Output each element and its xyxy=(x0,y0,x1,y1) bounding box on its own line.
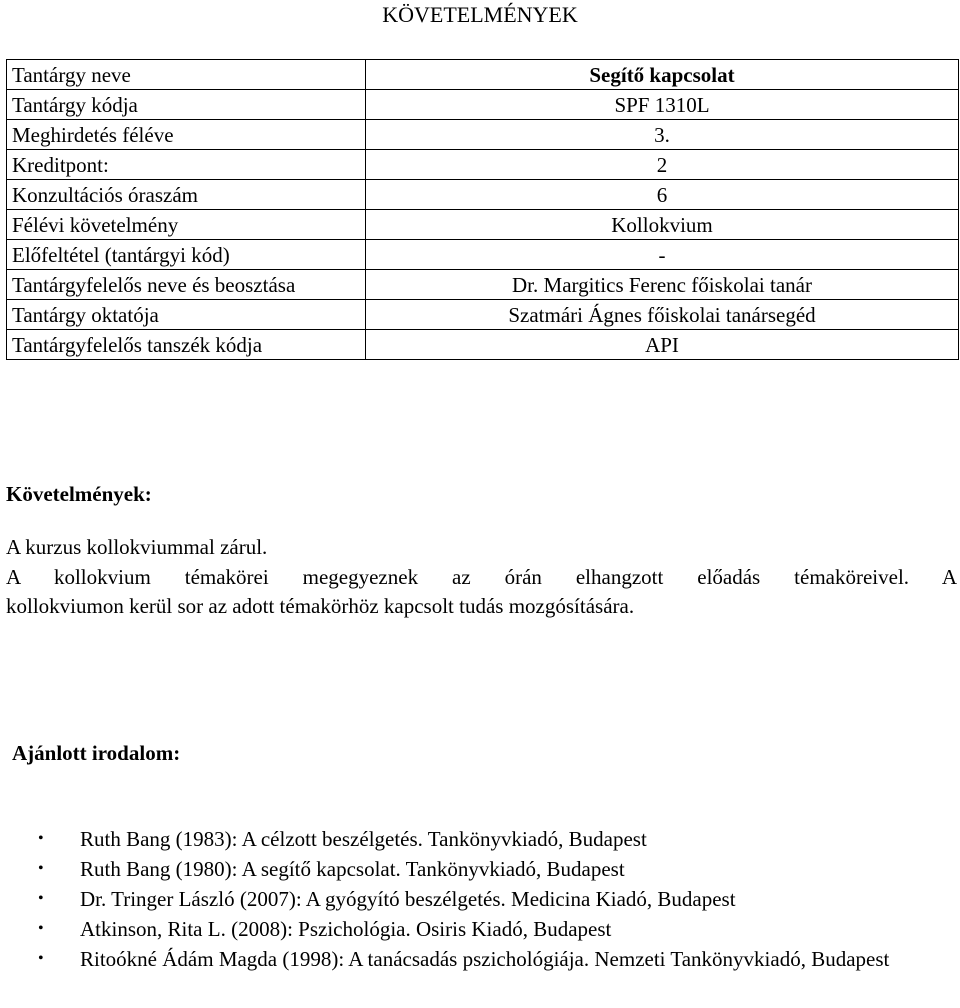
requirements-heading: Követelmények: xyxy=(6,482,152,506)
requirements-line-1: A kurzus kollokviummal zárul. xyxy=(6,535,268,559)
literature-text: Ritoókné Ádám Magda (1998): A tanácsadás pszichológiája. Nemzeti Tankönyvkiadó, Budapest xyxy=(80,947,890,971)
info-key: Tantárgy oktatója xyxy=(7,300,366,330)
info-value: Dr. Margitics Ferenc főiskolai tanár xyxy=(366,270,959,300)
literature-item xyxy=(0,884,955,914)
literature-item xyxy=(0,944,955,974)
info-key: Tantárgyfelelős neve és beosztása xyxy=(7,270,366,300)
literature-item xyxy=(0,914,955,944)
info-key: Tantárgy kódja xyxy=(7,90,366,120)
info-row xyxy=(7,240,959,270)
info-row xyxy=(7,60,959,90)
info-row xyxy=(7,330,959,360)
bullet-icon: • xyxy=(38,890,44,907)
requirements-text xyxy=(6,533,957,622)
info-key: Tantárgyfelelős tanszék kódja xyxy=(7,330,366,360)
literature-text: Atkinson, Rita L. (2008): Pszichológia. Osiris Kiadó, Budapest xyxy=(80,917,612,941)
literature-list xyxy=(0,824,955,974)
info-value: SPF 1310L xyxy=(366,90,959,120)
document-title: KÖVETELMÉNYEK xyxy=(382,2,578,27)
requirements-line-3: kollokviumon kerül sor az adott témakörhöz kapcsolt tudás mozgósítására. xyxy=(6,594,635,618)
literature-item xyxy=(0,854,955,884)
info-key: Előfeltétel (tantárgyi kód) xyxy=(7,240,366,270)
info-value: 2 xyxy=(366,150,959,180)
requirements-line-2: A kollokvium témakörei megegyeznek az órán elhangzott előadás témaköreivel. A xyxy=(6,564,957,589)
literature-text: Ruth Bang (1983): A célzott beszélgetés. Tankönyvkiadó, Budapest xyxy=(80,827,647,851)
info-value: Szatmári Ágnes főiskolai tanársegéd xyxy=(366,300,959,330)
info-key: Konzultációs óraszám xyxy=(7,180,366,210)
info-row xyxy=(7,180,959,210)
info-row xyxy=(7,210,959,240)
literature-text: Dr. Tringer László (2007): A gyógyító beszélgetés. Medicina Kiadó, Budapest xyxy=(80,887,736,911)
info-value: 3. xyxy=(366,120,959,150)
info-key: Tantárgy neve xyxy=(7,60,366,90)
info-key: Félévi követelmény xyxy=(7,210,366,240)
info-row xyxy=(7,120,959,150)
literature-text: Ruth Bang (1980): A segítő kapcsolat. Tankönyvkiadó, Budapest xyxy=(80,857,625,881)
bullet-icon: • xyxy=(38,860,44,877)
info-value: Kollokvium xyxy=(366,210,959,240)
info-row xyxy=(7,300,959,330)
bullet-icon: • xyxy=(38,920,44,937)
info-key: Kreditpont: xyxy=(7,150,366,180)
info-key: Meghirdetés féléve xyxy=(7,120,366,150)
literature-heading: Ajánlott irodalom: xyxy=(12,741,181,765)
info-row xyxy=(7,90,959,120)
info-value: - xyxy=(366,240,959,270)
info-value: API xyxy=(366,330,959,360)
info-value: Segítő kapcsolat xyxy=(366,60,959,90)
bullet-icon: • xyxy=(38,950,44,967)
info-value: 6 xyxy=(366,180,959,210)
literature-item xyxy=(0,824,955,854)
info-row xyxy=(7,150,959,180)
bullet-icon: • xyxy=(38,830,44,847)
course-info-table xyxy=(6,59,959,360)
info-row xyxy=(7,270,959,300)
